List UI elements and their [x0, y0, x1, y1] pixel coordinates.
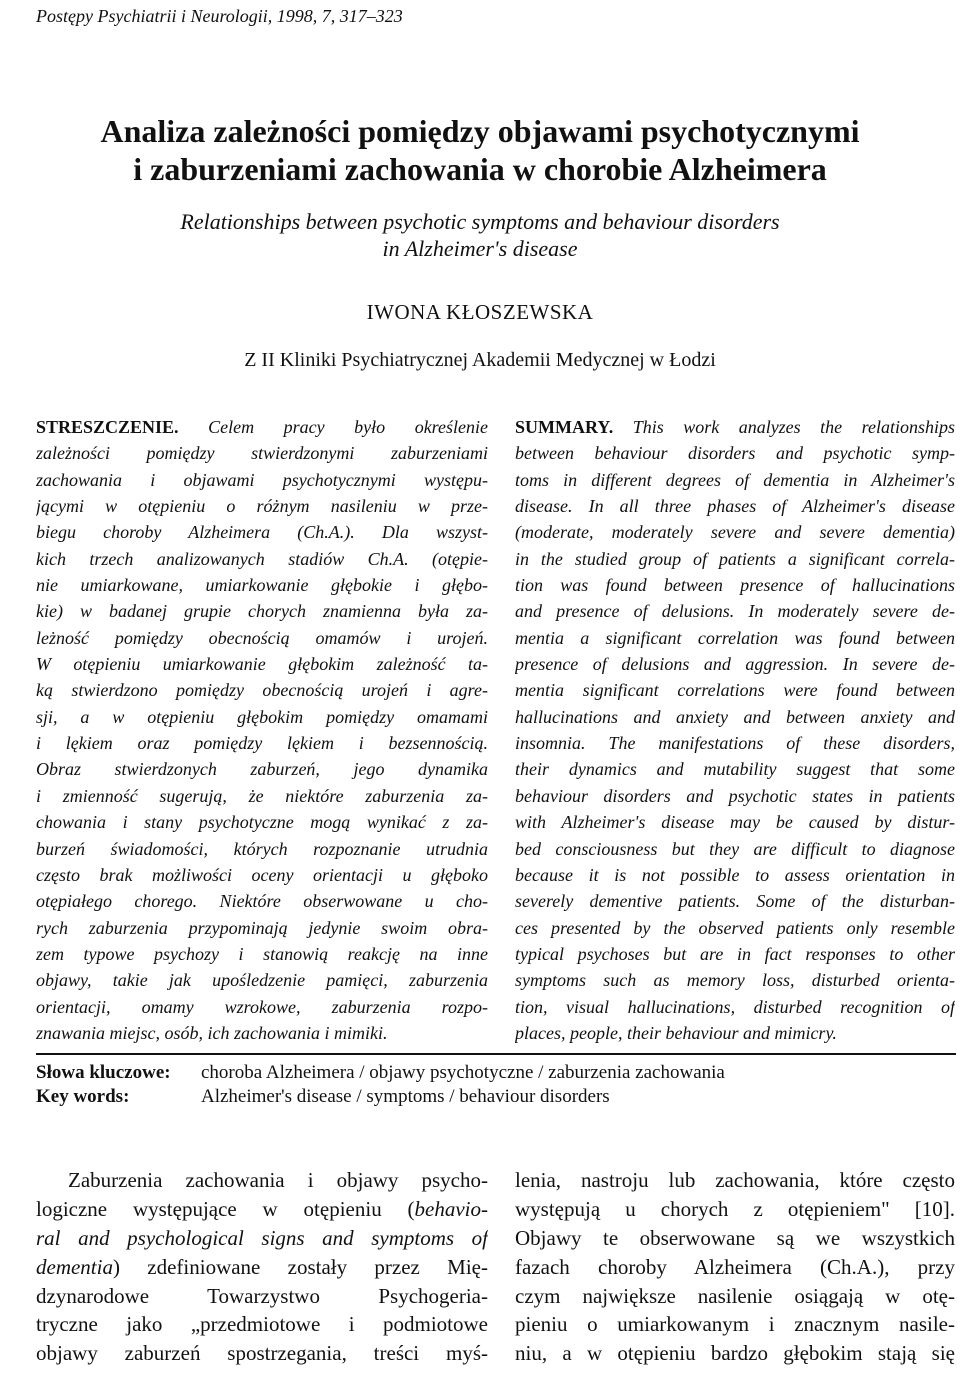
abstract-line: symptoms such as memory loss, disturbed orienta-	[515, 970, 955, 991]
abstract-line: bed consciousness but they are difficult to diagnose	[515, 838, 955, 859]
abstract-line	[36, 414, 488, 440]
journal-citation: Postępy Psychiatrii i Neurologii, 1998, 7, 317–323	[36, 6, 403, 26]
body-text-italic: dementia	[36, 1254, 113, 1279]
abstract-text: This work analyzes the relationships	[613, 417, 955, 437]
keywords-polish-label: Słowa kluczowe:	[36, 1062, 171, 1083]
body-line: pieniu o umiarkowanym i znacznym nasile-	[515, 1312, 955, 1337]
body-text-right-column	[515, 1166, 955, 1368]
title-english-line-1: Relationships between psychotic symptoms and behaviour disorders	[180, 209, 780, 234]
abstract-line: zem typowe psychozy i stanowią reakcję na inne	[36, 943, 488, 964]
abstract-line: często brak możliwości oceny orientacji u głęboko	[36, 864, 488, 885]
abstract-line: jącymi w otępieniu o różnym nasileniu w prze-	[36, 496, 488, 517]
body-line: czym największe nasilenie osiągają w otę-	[515, 1283, 955, 1308]
abstract-line: otępiałego chorego. Niektóre obserwowane u cho-	[36, 891, 488, 912]
abstract-line: kie) w badanej grupie chorych znamienna była za-	[36, 601, 488, 622]
body-text: ) zdefiniowane zostały przez Mię-	[112, 1254, 488, 1279]
abstract-line: nie umiarkowane, umiarkowanie głębokie i głębo-	[36, 575, 488, 596]
body-line: niu, a w otępieniu bardzo głębokim stają się	[515, 1341, 955, 1366]
abstract-line: insomnia. The manifestations of these disorders,	[515, 733, 955, 754]
abstract-line: orientacji, omamy wzrokowe, zaburzenia rozpo-	[36, 996, 488, 1017]
body-line: występują u chorych z otępieniem" [10].	[515, 1196, 955, 1221]
abstract-line: because it is not possible to assess orientation in	[515, 864, 955, 885]
abstract-line: chowania i stany psychotyczne mogą wynikać z za-	[36, 812, 488, 833]
abstract-line: places, people, their behaviour and mimicry.	[515, 1022, 837, 1043]
abstract-line: ką stwierdzono pomiędzy obecnością urojeń i agre-	[36, 680, 488, 701]
title-english-line-2: in Alzheimer's disease	[382, 236, 578, 261]
abstract-lead: SUMMARY.	[515, 417, 614, 437]
abstract-line: ces presented by the observed patients only resemble	[515, 917, 955, 938]
abstract-text: Celem pracy było określenie	[178, 417, 488, 437]
keywords-polish-value: choroba Alzheimera / objawy psychotyczne / zaburzenia zachowania	[201, 1062, 725, 1083]
keywords-polish	[36, 1062, 725, 1084]
abstract-line: rych zaburzenia przypominają jedynie swoim obra-	[36, 917, 488, 938]
abstract-line: their dynamics and mutability suggest that some	[515, 759, 955, 780]
body-text-left-column	[36, 1166, 488, 1368]
body-text: logiczne występujące w otępieniu (	[36, 1196, 415, 1221]
abstract-line: typical psychoses but are in fact responses to other	[515, 943, 955, 964]
body-line: lenia, nastroju lub zachowania, które często	[515, 1168, 955, 1192]
abstract-line: severely dementive patients. Some of the disturban-	[515, 891, 955, 912]
abstract-polish	[36, 414, 488, 1046]
abstract-line: (moderate, moderately severe and severe dementia)	[515, 522, 955, 543]
body-line: ral and psychological signs and symptoms of	[36, 1225, 488, 1250]
abstract-line: with Alzheimer's disease may be caused by distur-	[515, 812, 955, 833]
abstract-line: i zmienność sugerują, że niektóre zaburzenia za-	[36, 785, 488, 806]
abstract-english	[515, 414, 955, 1046]
abstract-line: presence of delusions and aggression. In severe de-	[515, 654, 955, 675]
body-line: Objawy te obserwowane są we wszystkich	[515, 1225, 955, 1250]
abstract-line: znawania miejsc, osób, ich zachowania i mimiki.	[36, 1022, 388, 1043]
author-affiliation: Z II Kliniki Psychiatrycznej Akademii Medycznej w Łodzi	[244, 349, 716, 371]
body-line: fazach choroby Alzheimera (Ch.A.), przy	[515, 1254, 955, 1279]
body-line: Zaburzenia zachowania i objawy psycho-	[68, 1168, 488, 1192]
abstract-line: mentia a significant correlation was found between	[515, 627, 955, 648]
abstract-line: objawy, takie jak upośledzenie pamięci, zaburzenia	[36, 970, 488, 991]
abstract-line: sji, a w otępieniu głębokim pomiędzy omamami	[36, 706, 488, 727]
abstract-line: biegu choroby Alzheimera (Ch.A.). Dla wszyst-	[36, 522, 488, 543]
section-divider	[36, 1053, 956, 1055]
body-line: tryczne jako „przedmiotowe i podmiotowe	[36, 1312, 488, 1337]
abstract-line: i lękiem oraz pomiędzy lękiem i bezsennością.	[36, 733, 488, 754]
abstract-line: and presence of delusions. In moderately severe de-	[515, 601, 955, 622]
abstract-line: zachowania i objawami psychotycznymi występu-	[36, 469, 488, 490]
abstract-line: in the studied group of patients a significant correla-	[515, 548, 955, 569]
keywords-english-value: Alzheimer's disease / symptoms / behaviour disorders	[201, 1086, 610, 1107]
abstract-line	[515, 414, 955, 440]
abstract-line: Obraz stwierdzonych zaburzeń, jego dynamika	[36, 759, 488, 780]
abstract-line: zależności pomiędzy stwierdzonymi zaburzeniami	[36, 443, 488, 464]
abstract-line: hallucinations and anxiety and between anxiety and	[515, 706, 955, 727]
abstract-line: mentia significant correlations were found between	[515, 680, 955, 701]
author-name: IWONA KŁOSZEWSKA	[366, 300, 594, 324]
abstract-line: kich trzech analizowanych stadiów Ch.A. (otępie-	[36, 548, 488, 569]
abstract-line: burzeń świadomości, których rozpoznanie utrudnia	[36, 838, 488, 859]
body-line	[36, 1253, 488, 1282]
abstract-line: tion, visual hallucinations, disturbed recognition of	[515, 996, 955, 1017]
title-polish-line-2: i zaburzeniami zachowania w chorobie Alzheimera	[133, 151, 827, 187]
abstract-line: disease. In all three phases of Alzheimer's disease	[515, 496, 955, 517]
abstract-line: W otępieniu umiarkowanie głębokim zależność ta-	[36, 654, 488, 675]
body-text-italic: behavio-	[414, 1196, 488, 1221]
body-line	[36, 1195, 488, 1224]
title-polish-line-1: Analiza zależności pomiędzy objawami psychotycznymi	[100, 113, 860, 149]
abstract-line: tion was found between presence of hallucinations	[515, 575, 955, 596]
body-line: objawy zaburzeń spostrzegania, treści myś-	[36, 1341, 488, 1366]
abstract-lead: STRESZCZENIE.	[36, 417, 179, 437]
abstract-line: toms in different degrees of dementia in Alzheimer's	[515, 469, 955, 490]
keywords-english	[36, 1086, 610, 1108]
abstract-line: between behaviour disorders and psychotic symp-	[515, 443, 955, 464]
abstract-line: leżność pomiędzy obecnością omamów i urojeń.	[36, 627, 488, 648]
body-line: dzynarodowe Towarzystwo Psychogeria-	[36, 1283, 488, 1308]
keywords-english-label: Key words:	[36, 1086, 130, 1107]
abstract-line: behaviour disorders and psychotic states in patients	[515, 785, 955, 806]
